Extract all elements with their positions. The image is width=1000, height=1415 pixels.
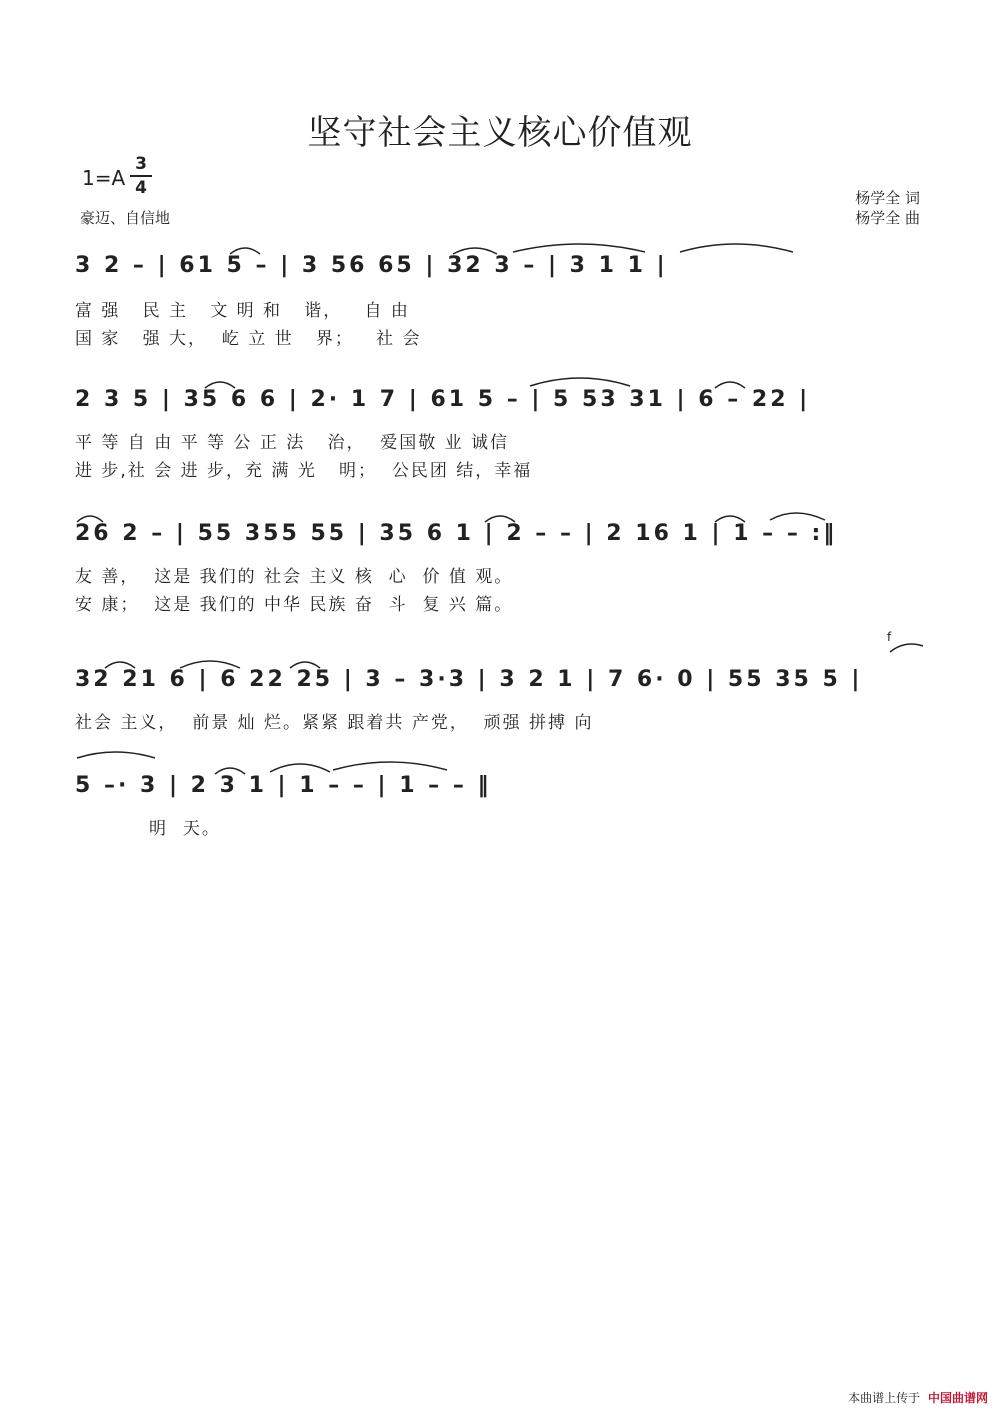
- time-signature-top: 3: [135, 154, 147, 174]
- lyric-verse-2: 安 康； 这是 我们的 中华 民族 奋 斗 复 兴 篇。: [75, 595, 514, 615]
- lyric-verse-1: 社会 主义， 前景 灿 烂。紧紧 跟着共 产党， 顽强 拼搏 向: [75, 713, 594, 733]
- lyricist-credit: 杨学全 词: [855, 189, 920, 207]
- fraction-bar: [130, 175, 152, 177]
- lyric-verse-2: 国 家 强 大， 屹 立 世 界； 社 会: [75, 329, 422, 349]
- notation-line-4: 32 21 6 | 6 22 25 | 3 – 3·3 | 3 2 1 | 7 6· 0 | 55 35 5 |: [75, 667, 863, 692]
- dynamic-marking: f: [887, 630, 892, 644]
- tempo-marking: 豪迈、自信地: [80, 209, 171, 227]
- footer-text: 本曲谱上传于: [848, 1391, 921, 1405]
- composer-credit: 杨学全 曲: [855, 209, 920, 227]
- time-signature-bottom: 4: [135, 178, 147, 198]
- footer: [848, 1389, 988, 1406]
- site-logo: 中国曲谱网: [927, 1391, 988, 1405]
- key-signature: 1=A: [82, 166, 126, 190]
- lyric-verse-1: 友 善， 这是 我们的 社会 主义 核 心 价 值 观。: [75, 567, 514, 587]
- lyric-verse-1: 平 等 自 由 平 等 公 正 法 治， 爱国敬 业 诚信: [75, 433, 510, 453]
- notation-line-5: 5 –· 3 | 2 3 1 | 1 – – | 1 – – ‖: [75, 773, 492, 798]
- lyric-verse-2: 进 步,社 会 进 步，充 满 光 明； 公民团 结，幸福: [75, 461, 533, 481]
- lyric-verse-1: 富 强 民 主 文 明 和 谐， 自 由: [75, 301, 410, 321]
- notation-line-3: 26 2 – | 55 355 55 | 35 6 1 | 2 – – | 2 16 1 | 1 – – :‖: [75, 521, 838, 546]
- time-signature: [130, 154, 152, 198]
- notation-line-2: 2 3 5 | 35 6 6 | 2· 1 7 | 61 5 – | 5 53 31 | 6 – 22 |: [75, 387, 811, 412]
- song-title: 坚守社会主义核心价值观: [307, 113, 693, 153]
- notation-line-1: 3 2 – | 61 5 – | 3 56 65 | 32 3 – | 3 1 1 |: [75, 253, 668, 278]
- lyric-verse-1: 明 天。: [75, 819, 221, 839]
